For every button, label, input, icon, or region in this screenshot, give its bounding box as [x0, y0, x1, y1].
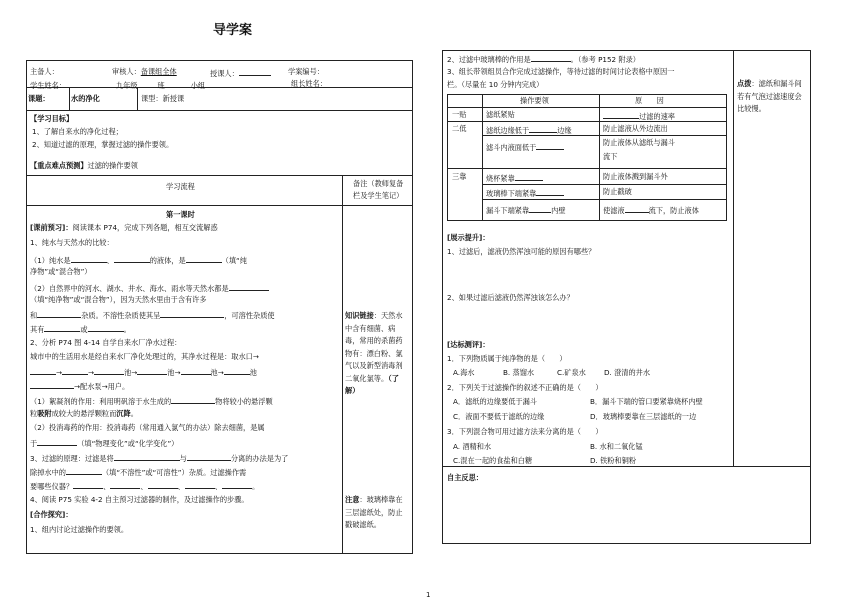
reflect-heading: 自主反思：: [447, 473, 483, 482]
first-lesson: 第一课时: [166, 210, 195, 219]
goals-heading: 【学习目标】: [30, 114, 74, 123]
page-title: 导学案: [213, 23, 253, 38]
notes-header-2: 栏及学生笔记）: [353, 191, 404, 200]
teacher-label: 授课人：: [210, 69, 239, 78]
main-prep-label: 主备人：: [30, 67, 59, 76]
topic-value: 水的净化: [71, 94, 100, 103]
notes-header-1: 备注（教师复备: [353, 179, 404, 188]
note-glass-rod: 注意：玻璃棒靠在三层滤纸处，防止戳破滤纸。: [345, 495, 403, 529]
tip-note: 点拨：滤纸和漏斗间若有气泡过滤速度会比较慢。: [737, 79, 802, 113]
show-heading: [展示提升]：: [447, 233, 490, 242]
key-heading: 【重点难点预测】: [30, 161, 88, 170]
test-heading: [达标测评]：: [447, 340, 490, 349]
reviewer-value: 备课组全体: [140, 67, 177, 76]
coop-heading: [合作探究]：: [30, 510, 73, 519]
col-reason: 原 因: [635, 96, 664, 105]
page-number: 1: [426, 591, 431, 599]
leader-label: 组长姓名：: [291, 79, 327, 88]
lesson-type: 课型：新授课: [141, 94, 185, 103]
goal-2: 2、知道过滤的原理，掌握过滤的操作要领。: [32, 140, 174, 149]
preview-heading: [课前预习]：: [30, 223, 73, 232]
case-no-label: 学案编号：: [288, 67, 324, 76]
topic-label: 课题：: [28, 94, 50, 103]
flow-header: 学习流程: [166, 182, 195, 191]
goal-1: 1、了解自来水的净化过程；: [32, 127, 123, 136]
col-key: 操作要领: [520, 96, 549, 105]
knowledge-link: 知识链接：天然水中含有细菌、病毒，常用的杀菌药物有：漂白粉、氯气以及新型消毒剂二氧化氯等。（了解）: [345, 311, 403, 395]
student-label: 学生姓名：: [30, 81, 66, 90]
reviewer-label: 审核人：: [112, 67, 141, 76]
key-text: 过滤的操作要领: [87, 161, 138, 170]
